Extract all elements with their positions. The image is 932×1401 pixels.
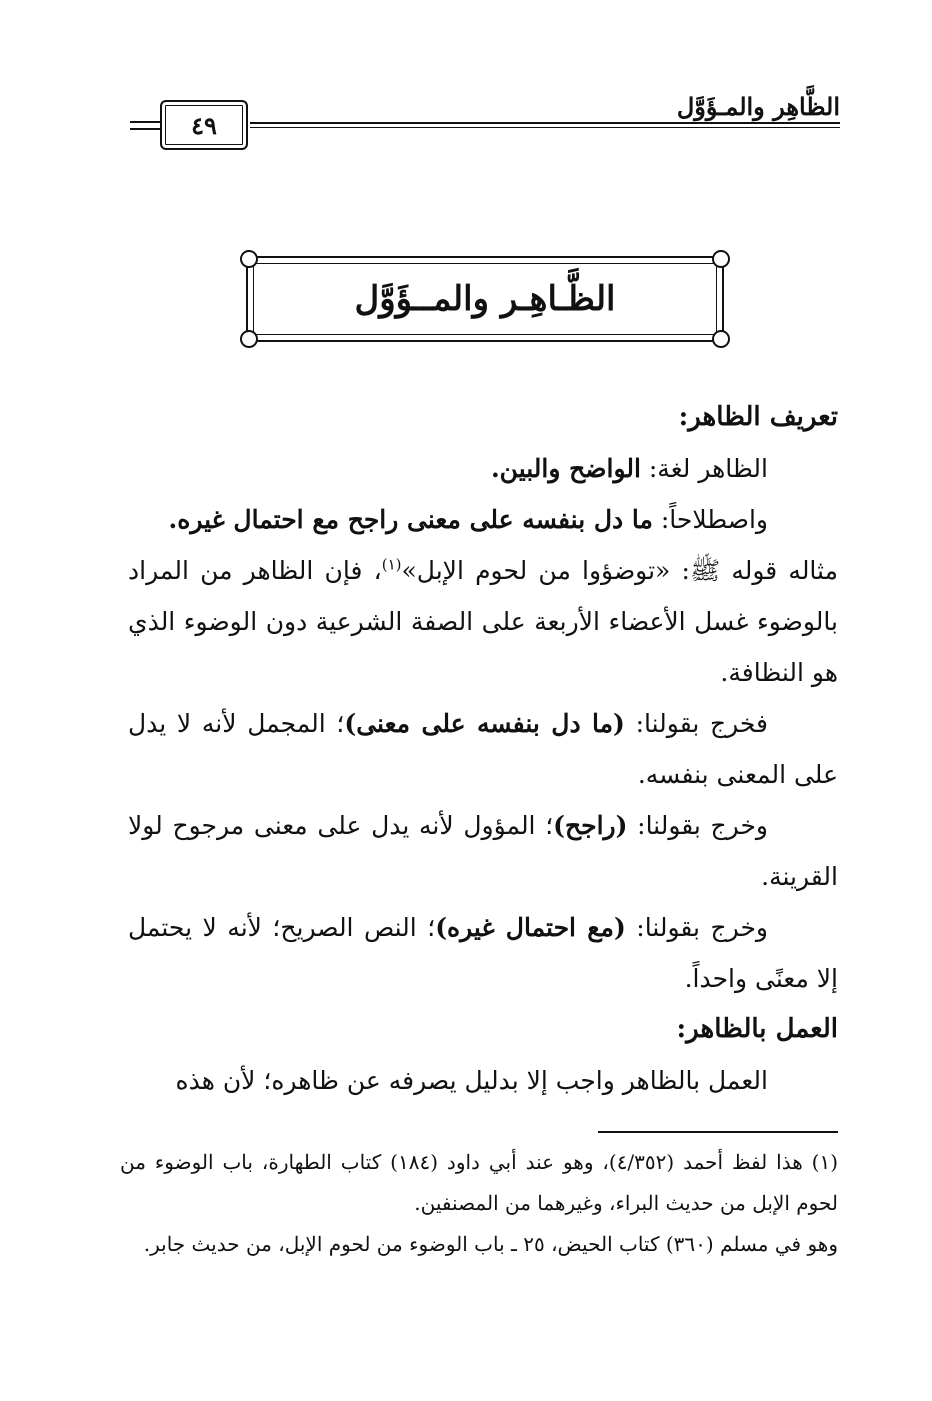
- exclude3-prefix: وخرج بقولنا:: [636, 913, 768, 942]
- exclude3-rest: ؛ النص الصريح؛ لأنه لا يحتمل إلا معنًى واحداً.: [128, 913, 838, 993]
- footnote-separator: [598, 1131, 838, 1133]
- header-rule-thin: [250, 127, 840, 128]
- lugha-value: الواضح والبين.: [490, 454, 641, 483]
- istilah-prefix: واصطلاحاً:: [660, 505, 768, 534]
- frame-corner-ornament: [712, 330, 730, 348]
- header-rule-left: [130, 121, 160, 130]
- header-rule: [250, 122, 840, 124]
- example-paragraph: [128, 545, 838, 698]
- footnotes: [120, 1142, 838, 1265]
- lugha-paragraph: [128, 443, 838, 494]
- exclude2-bold: (راجح): [553, 811, 628, 840]
- istilah-paragraph: [128, 494, 838, 545]
- frame-corner-ornament: [712, 250, 730, 268]
- main-text: [128, 392, 838, 1106]
- footnote-ref[interactable]: (١): [381, 555, 402, 574]
- frame-corner-ornament: [240, 330, 258, 348]
- exclude-paragraph-1: [128, 698, 838, 800]
- footnote-1: (١) هذا لفظ أحمد (٤/٣٥٢)، وهو عند أبي داود (١٨٤) كتاب الطهارة، باب الوضوء من لحوم الإبل من حديث البراء، وغيرهما من المصنفين.: [120, 1150, 839, 1215]
- exclude1-bold: (ما دل بنفسه على معنى): [344, 709, 625, 738]
- page-number-box: [160, 100, 248, 150]
- istilah-value: ما دل بنفسه على معنى راجح مع احتمال غيره.: [168, 505, 653, 534]
- exclude1-prefix: فخرج بقولنا:: [635, 709, 769, 738]
- exclude3-bold: (مع احتمال غيره): [435, 913, 626, 942]
- exclude2-prefix: وخرج بقولنا:: [637, 811, 769, 840]
- exclude1-rest: ؛ المجمل لأنه لا يدل على المعنى بنفسه.: [128, 709, 838, 789]
- running-header-title: الظَّاهِر والمـؤَوَّل: [676, 92, 840, 121]
- definition-heading: تعريف الظاهر:: [678, 402, 838, 432]
- amal-heading: العمل بالظاهر:: [676, 1014, 838, 1044]
- lugha-prefix: الظاهر لغة:: [648, 454, 768, 483]
- footnote-1-continued: وهو في مسلم (٣٦٠) كتاب الحيض، ٢٥ ـ باب الوضوء من لحوم الإبل، من حديث جابر.: [143, 1232, 838, 1256]
- example-text-1: مثاله قوله ﷺ: «توضؤوا من لحوم الإبل»: [401, 556, 838, 585]
- frame-corner-ornament: [240, 250, 258, 268]
- exclude-paragraph-3: [128, 902, 838, 1004]
- amal-paragraph: العمل بالظاهر واجب إلا بدليل يصرفه عن ظاهره؛ لأن هذه: [175, 1066, 768, 1095]
- chapter-title-frame: [246, 256, 724, 342]
- chapter-title: الظَّـاهِـر والمــؤَوَّل: [354, 279, 616, 319]
- exclude2-rest: ؛ المؤول لأنه يدل على معنى مرجوح لولا القرينة.: [128, 811, 838, 891]
- exclude-paragraph-2: [128, 800, 838, 902]
- page-number: ٤٩: [191, 110, 217, 140]
- example-text-2: ، فإن الظاهر من المراد بالوضوء غسل الأعضاء الأربعة على الصفة الشرعية دون الوضوء الذي هو النظافة.: [128, 556, 838, 687]
